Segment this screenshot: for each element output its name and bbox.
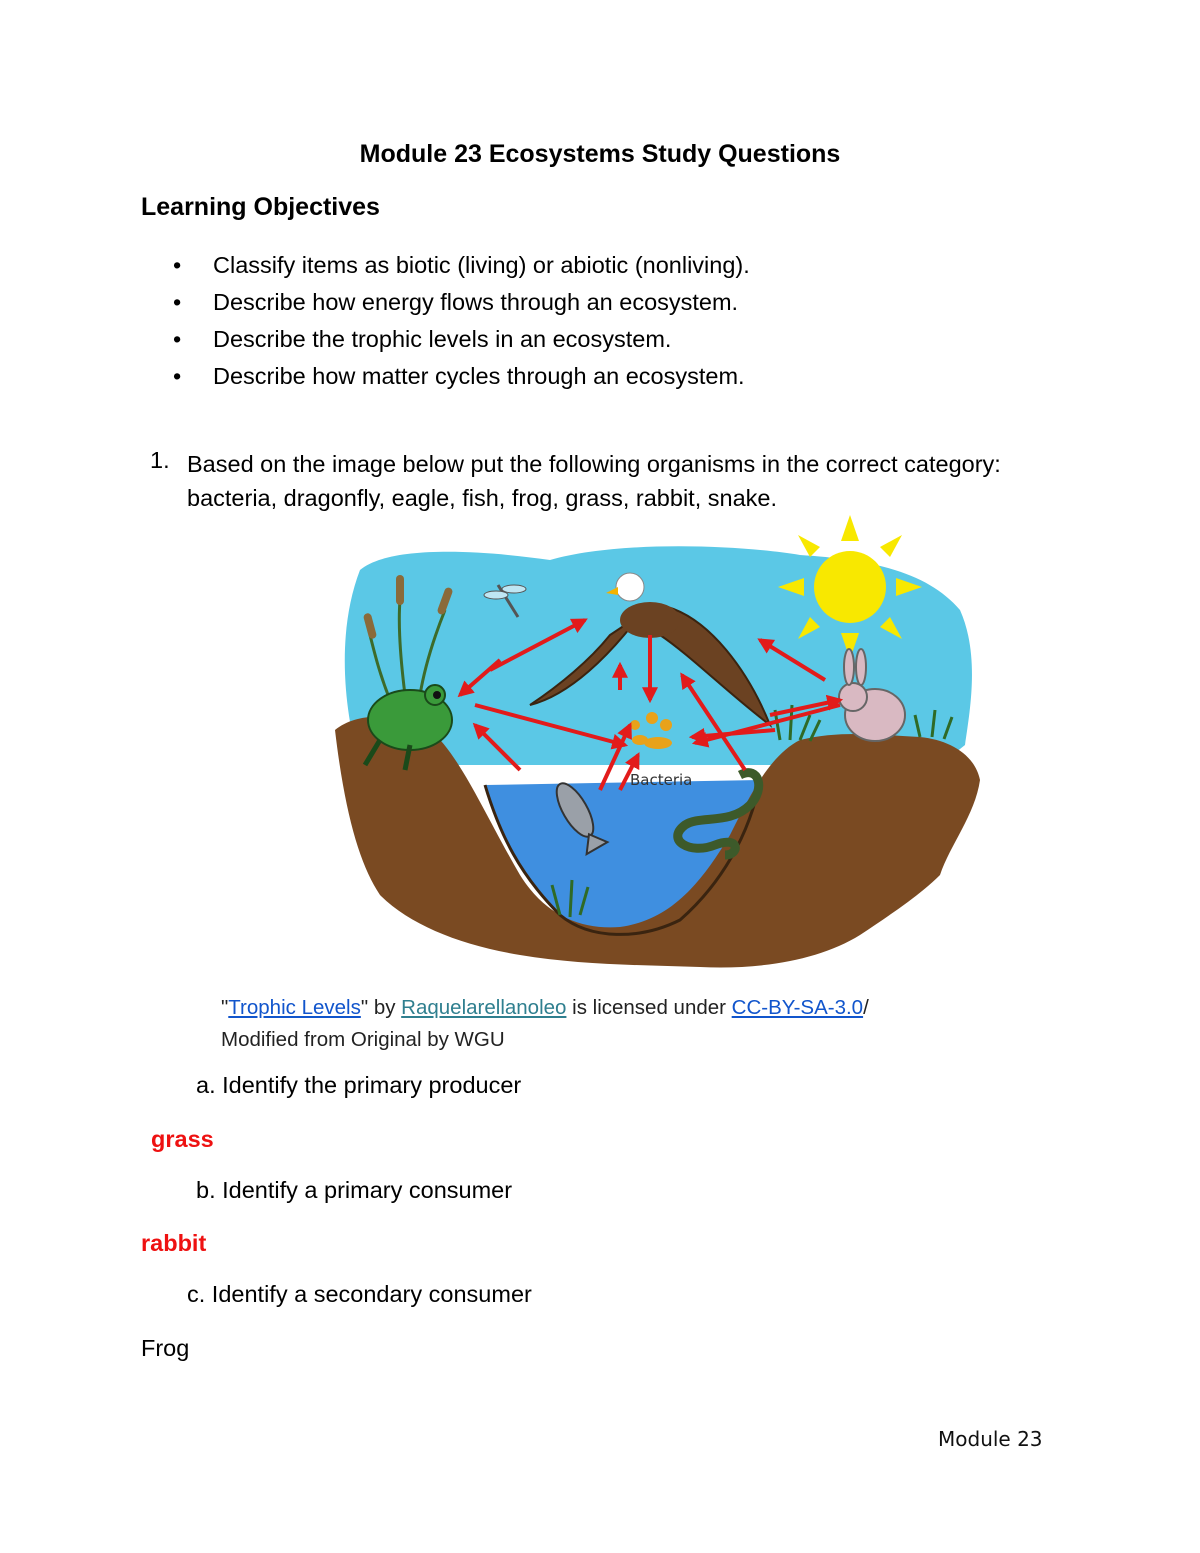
objective-text: Describe how matter cycles through an ecosystem.: [213, 363, 745, 389]
objective-item: [173, 284, 750, 321]
page-title: Module 23 Ecosystems Study Questions: [359, 140, 841, 168]
objective-item: [173, 247, 750, 284]
credit-by-text: " by: [360, 996, 402, 1019]
credit-slash: /: [863, 996, 869, 1019]
part-a-prompt: a. Identify the primary producer: [196, 1072, 522, 1098]
objective-text: Describe how energy flows through an ecosystem.: [213, 289, 739, 315]
part-b-answer: rabbit: [141, 1230, 207, 1256]
bullet-icon: •: [173, 252, 182, 278]
objective-text: Describe the trophic levels in an ecosystem.: [213, 326, 672, 352]
page-footer: Module 23: [938, 1427, 1043, 1451]
objective-item: [173, 321, 750, 358]
image-credit: [221, 992, 869, 1056]
quote-mark: ": [221, 996, 229, 1019]
bullet-icon: •: [173, 363, 182, 389]
learning-objectives-heading: Learning Objectives: [141, 193, 380, 221]
part-a-answer: grass: [151, 1126, 214, 1152]
credit-line-2: Modified from Original by WGU: [221, 1028, 505, 1051]
learning-objectives-list: [173, 247, 750, 395]
part-b-prompt: b. Identify a primary consumer: [196, 1177, 513, 1203]
sun-icon: [778, 515, 922, 659]
objective-text: Classify items as biotic (living) or abiotic (nonliving).: [213, 252, 750, 278]
bacteria-label: Bacteria: [630, 771, 693, 789]
author-link[interactable]: Raquelarellanoleo: [401, 996, 567, 1019]
question-1-number: 1.: [150, 447, 170, 473]
part-c-answer: Frog: [141, 1335, 190, 1361]
bullet-icon: •: [173, 326, 182, 352]
credit-licensed-text: is licensed under: [566, 996, 732, 1019]
trophic-levels-figure: [320, 515, 980, 970]
objective-item: [173, 358, 750, 395]
trophic-levels-link[interactable]: Trophic Levels: [228, 996, 361, 1019]
part-c-prompt: c. Identify a secondary consumer: [187, 1281, 532, 1307]
license-link[interactable]: CC-BY-SA-3.0: [731, 996, 864, 1019]
bullet-icon: •: [173, 289, 182, 315]
credit-line-1: [221, 992, 869, 1024]
question-1-text: Based on the image below put the following organisms in the correct category: bacteria, dragonfly, eagle, fish, frog, grass, rabbit, snake.: [187, 451, 1001, 511]
